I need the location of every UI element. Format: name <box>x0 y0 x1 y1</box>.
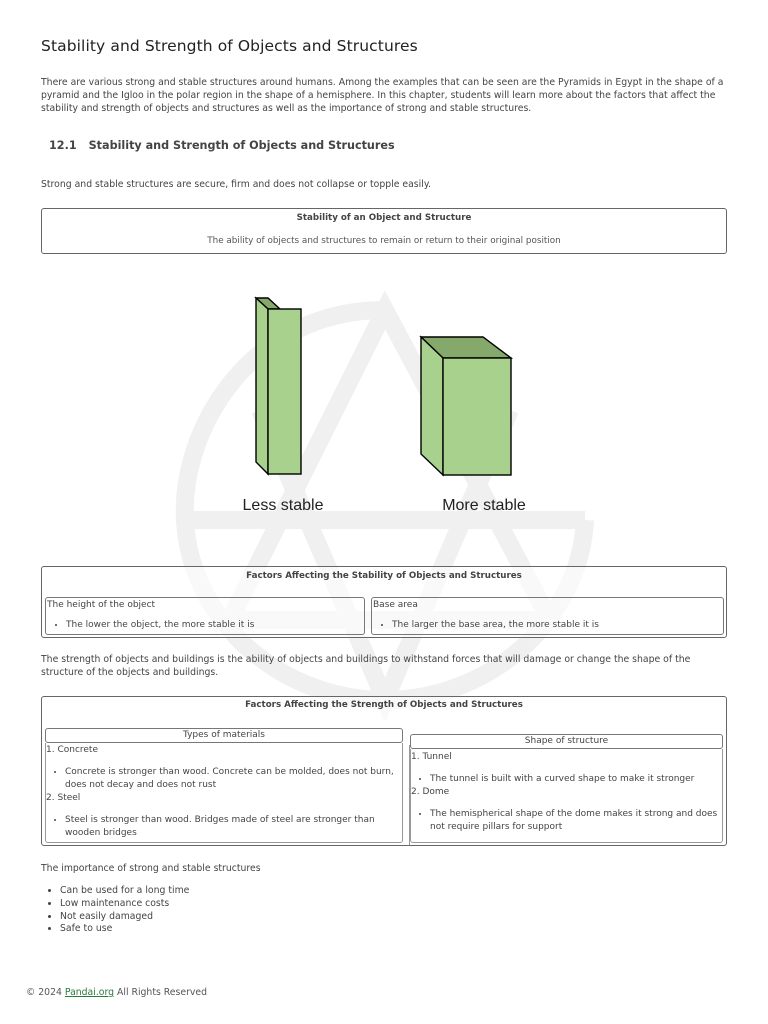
list-item: • Safe to use <box>60 923 189 936</box>
more-stable-label: More stable <box>442 497 526 514</box>
shape-column-header: Shape of structure <box>410 734 723 749</box>
page-title: Stability and Strength of Objects and Structures <box>41 37 418 55</box>
section-title: Stability and Strength of Objects and Structures <box>88 139 395 152</box>
definition-paragraph: Strong and stable structures are secure, firm and does not collapse or topple easily. <box>41 179 431 190</box>
footer-rights: All Rights Reserved <box>114 987 208 998</box>
shape-point: • The tunnel is built with a curved shape to make it stronger <box>430 773 723 786</box>
list-item: • Not easily damaged <box>60 911 189 924</box>
factor-title: Base area <box>373 600 418 610</box>
material-title: 1. Concrete <box>46 745 98 755</box>
materials-column-header: Types of materials <box>45 728 403 743</box>
shape-title: 2. Dome <box>411 787 450 797</box>
tall-block-side <box>256 298 268 474</box>
shape-column-frame <box>410 749 723 843</box>
strength-factors-box <box>41 696 727 846</box>
wide-block-side <box>421 337 443 475</box>
strength-paragraph: The strength of objects and buildings is the ability of objects and buildings to withstand forces that will damage or change the shape of the structure of the objects and buildings. <box>41 654 691 678</box>
importance-title: The importance of strong and stable structures <box>41 863 261 874</box>
factor-cell-height <box>45 597 365 635</box>
intro-paragraph: There are various strong and stable structures around humans. Among the examples that can be seen are the Pyramids in Egypt in the shape of a pyramid and the Igloo in the polar region in the shape of a hemisphere. In this chapter, students will learn more about the factors that affect the stability and strength of objects and structures as well as the importance of strong and stable structures. <box>41 77 724 114</box>
material-title: 2. Steel <box>46 793 81 803</box>
material-point: • Concrete is stronger than wood. Concrete can be molded, does not burn, does not decay and does not rust <box>65 766 403 792</box>
footer <box>26 987 207 998</box>
list-item: • Low maintenance costs <box>60 898 189 911</box>
section-heading <box>49 139 395 152</box>
wide-block-front <box>443 358 511 475</box>
factor-cell-base-area <box>371 597 724 635</box>
definition-box-text: The ability of objects and structures to remain or return to their original position <box>207 236 561 246</box>
definition-box-title: Stability of an Object and Structure <box>296 213 472 223</box>
stability-illustration <box>231 290 571 520</box>
section-number: 12.1 <box>49 139 77 152</box>
list-item: • Can be used for a long time <box>60 885 189 898</box>
factor-title: The height of the object <box>47 600 156 610</box>
stability-definition-box <box>41 208 727 254</box>
material-point: • Steel is stronger than wood. Bridges made of steel are stronger than wooden bridges <box>65 814 403 840</box>
importance-list <box>41 885 189 936</box>
footer-link[interactable]: Pandai.org <box>64 987 115 998</box>
footer-copyright: © 2024 <box>26 987 65 998</box>
stability-factors-title: Factors Affecting the Stability of Objects and Structures <box>246 571 522 581</box>
strength-factors-title: Factors Affecting the Strength of Objects and Structures <box>245 700 523 710</box>
stability-factors-box <box>41 566 727 638</box>
shape-title: 1. Tunnel <box>411 752 452 762</box>
shape-point: • The hemispherical shape of the dome makes it strong and does not require pillars for support <box>430 808 723 834</box>
materials-column-frame <box>45 743 403 843</box>
factor-point: • The larger the base area, the more stable it is <box>392 619 723 632</box>
factor-point: • The lower the object, the more stable it is <box>66 619 364 632</box>
tall-block-front <box>268 309 301 474</box>
less-stable-label: Less stable <box>242 497 324 514</box>
